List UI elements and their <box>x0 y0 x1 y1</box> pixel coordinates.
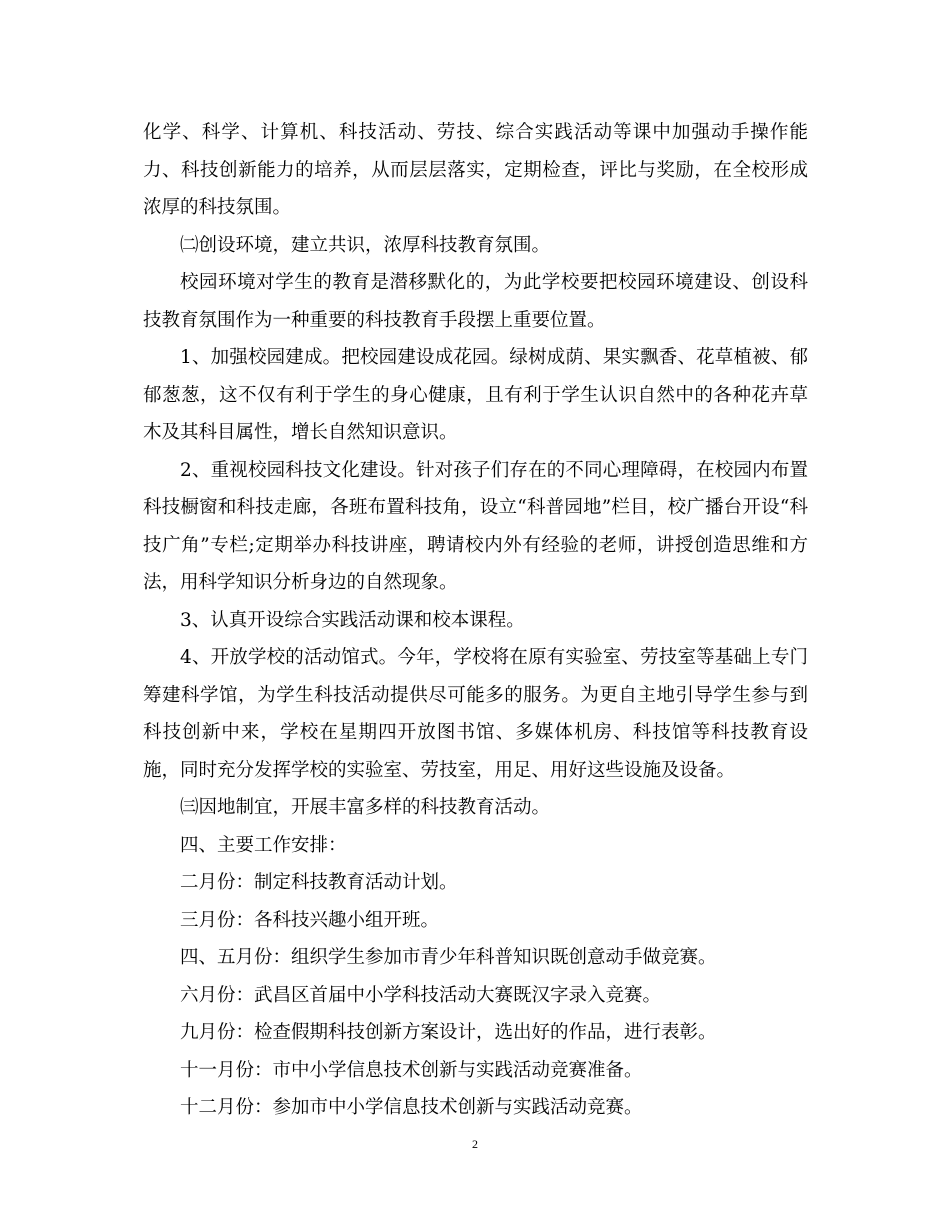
schedule-item: 四、五月份：组织学生参加市青少年科普知识既创意动手做竞赛。 <box>180 947 717 968</box>
schedule-item: 六月份：武昌区首届中小学科技活动大赛既汉字录入竞赛。 <box>180 984 662 1006</box>
paragraph: 化学、科学、计算机、科技活动、劳技、综合实践活动等课中加强动手操作能力、科技创新能力的培养，从而层层落实，定期检查，评比与奖励，在全校形成浓厚的科技氛围。 <box>143 122 808 218</box>
paragraph: ㈢因地制宜，开展丰富多样的科技教育活动。 <box>180 797 551 818</box>
paragraph: 校园环境对学生的教育是潜移默化的，为此学校要把校园环境建设、创设科技教育氛围作为一种重要的科技教育手段摆上重要位置。 <box>143 272 808 331</box>
schedule-item: 三月份：各科技兴趣小组开班。 <box>180 909 440 931</box>
schedule-item: 二月份：制定科技教育活动计划。 <box>180 872 458 893</box>
paragraph: 2、重视校园科技文化建设。针对孩子们存在的不同心理障碍，在校园内布置科技橱窗和科技走廊，各班布置科技角，设立“科普园地”栏目，校广播台开设“科技广角”专栏;定期举办科技讲座，聘请校内外有经验的老师，讲授创造思维和方法，用科学知识分析身边的自然现象。 <box>143 459 808 593</box>
schedule-item: 十一月份：市中小学信息技术创新与实践活动竞赛准备。 <box>180 1059 643 1081</box>
paragraph: 4、开放学校的活动馆式。今年，学校将在原有实验室、劳技室等基础上专门筹建科学馆，为学生科技活动提供尽可能多的服务。为更自主地引导学生参与到科技创新中来，学校在星期四开放图书馆、多媒体机房、科技馆等科技教育设施，同时充分发挥学校的实验室、劳技室，用足、用好这些设施及设备。 <box>143 647 808 781</box>
schedule-item: 九月份：检查假期科技创新方案设计，选出好的作品，进行表彰。 <box>180 1022 717 1043</box>
section-heading: 四、主要工作安排： <box>180 834 347 856</box>
paragraph: ㈡创设环境，建立共识，浓厚科技教育氛围。 <box>180 234 551 256</box>
paragraph: 1、加强校园建成。把校园建设成花园。绿树成荫、果实飘香、花草植被、郁郁葱葱，这不仅有利于学生的身心健康，且有利于学生认识自然中的各种花卉草木及其科目属性，增长自然知识意识。 <box>143 347 808 443</box>
document-body <box>143 114 808 1127</box>
schedule-item: 十二月份：参加市中小学信息技术创新与实践活动竞赛。 <box>180 1097 643 1118</box>
paragraph: 3、认真开设综合实践活动课和校本课程。 <box>180 609 525 631</box>
page-number: 2 <box>472 1137 478 1151</box>
